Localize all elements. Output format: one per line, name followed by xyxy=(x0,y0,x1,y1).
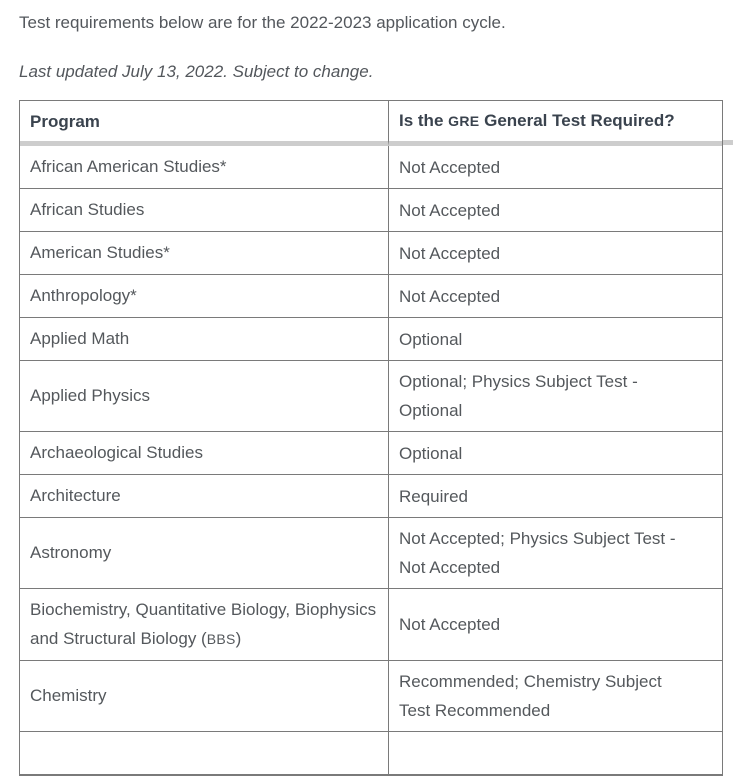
requirements-table xyxy=(19,100,723,776)
requirement-value: Recommended; Chemistry Subject Test Recommended xyxy=(399,672,662,720)
program-name: Applied Math xyxy=(30,329,130,348)
requirement-value: Not Accepted; Physics Subject Test - Not Accepted xyxy=(399,529,676,577)
program-name: Architecture xyxy=(30,486,121,505)
header-underline-extension xyxy=(723,140,733,145)
requirement-value: Not Accepted xyxy=(399,615,501,634)
table-row xyxy=(20,318,722,361)
program-cell xyxy=(20,518,389,589)
requirements-table-container xyxy=(19,100,723,776)
program-cell xyxy=(20,318,389,361)
header-row xyxy=(20,101,722,146)
program-cell xyxy=(20,146,389,189)
table-row xyxy=(20,232,722,275)
gre-acronym: GRE xyxy=(448,113,480,129)
requirement-value: Optional xyxy=(399,443,463,463)
gre-column-label-suffix: General Test Required? xyxy=(479,111,675,130)
table-row xyxy=(20,475,722,518)
program-acronym: BBS xyxy=(206,631,236,647)
table-row xyxy=(20,189,722,232)
requirement-cell xyxy=(389,475,722,518)
table-row xyxy=(20,518,722,589)
requirement-cell xyxy=(389,361,722,432)
requirement-value: Optional; Physics Subject Test - Optional xyxy=(399,372,638,420)
intro-text: Test requirements below are for the 2022-2023 application cycle. xyxy=(19,13,506,32)
program-cell xyxy=(20,432,389,475)
table-row xyxy=(20,432,722,475)
requirement-value: Required xyxy=(399,486,468,506)
program-cell xyxy=(20,275,389,318)
program-column-label: Program xyxy=(30,111,100,131)
program-name: American Studies* xyxy=(30,243,170,262)
requirement-value: Optional xyxy=(399,329,463,349)
program-cell xyxy=(20,589,389,661)
table-row xyxy=(20,661,722,732)
program-cell xyxy=(20,732,389,775)
table-row-partial xyxy=(20,732,722,775)
program-name: Anthropology* xyxy=(30,286,137,305)
gre-column-label-prefix: Is the xyxy=(399,111,449,130)
program-name: Archaeological Studies xyxy=(30,443,203,462)
program-name: African Studies xyxy=(30,200,145,219)
requirement-cell xyxy=(389,318,722,361)
requirement-cell xyxy=(389,232,722,275)
program-cell xyxy=(20,475,389,518)
requirement-cell xyxy=(389,732,722,775)
requirement-value: Not Accepted xyxy=(399,286,501,306)
requirement-cell xyxy=(389,589,722,661)
requirement-value: Not Accepted xyxy=(399,243,501,263)
requirement-cell xyxy=(389,146,722,189)
program-cell xyxy=(20,661,389,732)
program-name: African American Studies* xyxy=(30,157,227,176)
requirement-cell xyxy=(389,275,722,318)
gre-column-header xyxy=(389,101,722,146)
requirement-cell xyxy=(389,518,722,589)
requirement-cell xyxy=(389,661,722,732)
table-row xyxy=(20,146,722,189)
program-suffix: ) xyxy=(235,629,242,648)
program-name: Astronomy xyxy=(30,543,112,562)
table-row xyxy=(20,275,722,318)
requirement-value: Not Accepted xyxy=(399,200,501,220)
program-name: Biochemistry, Quantitative Biology, Biophysics and Structural Biology ( xyxy=(30,600,377,648)
requirement-value: Not Accepted xyxy=(399,157,501,177)
requirement-cell xyxy=(389,432,722,475)
requirement-cell xyxy=(389,189,722,232)
program-column-header xyxy=(20,101,389,146)
program-cell xyxy=(20,361,389,432)
last-updated-note: Last updated July 13, 2022. Subject to change. xyxy=(19,62,374,81)
program-name: Chemistry xyxy=(30,686,107,705)
table-row xyxy=(20,589,722,661)
table-row xyxy=(20,361,722,432)
program-name: Applied Physics xyxy=(30,386,151,405)
table-header xyxy=(20,101,722,146)
program-cell xyxy=(20,189,389,232)
table-body xyxy=(20,146,722,775)
program-cell xyxy=(20,232,389,275)
